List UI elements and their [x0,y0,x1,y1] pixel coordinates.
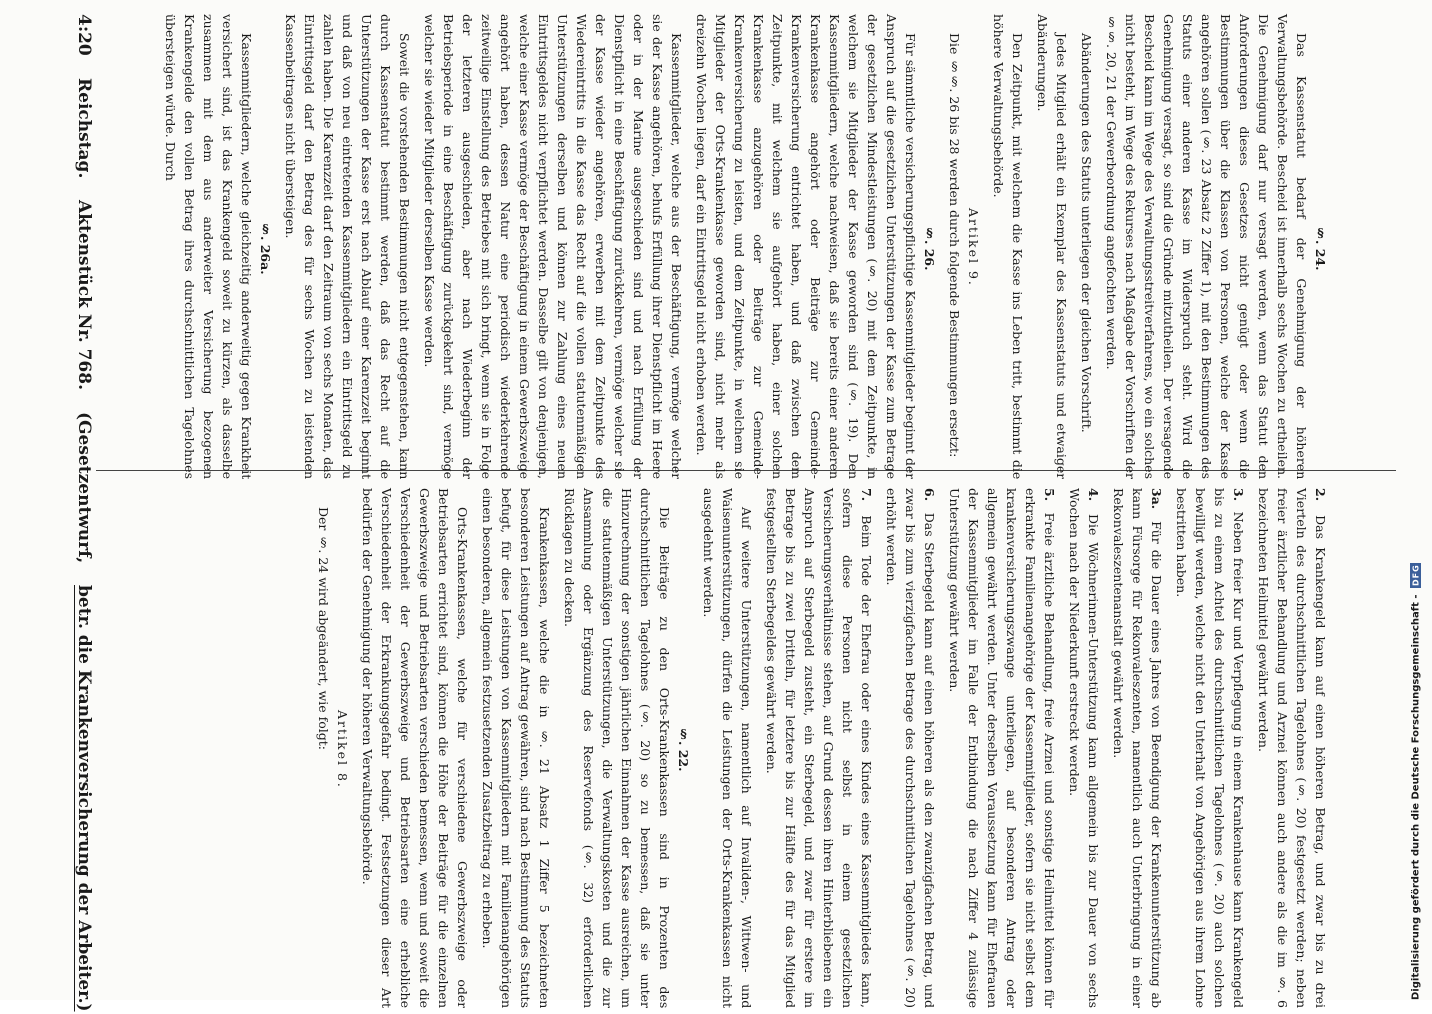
paragraph: Soweit die vorstehenden Bestimmungen nicht entgegenstehen, kann durch Kassenstatut bestimmt werden, daß das Recht auf die Unterstützungen der Kasse erst nach Ablauf einer Karenzzeit beginnt und daß von neu eintretenden Kassenmitgliedern ein Eintrittsgeld zu zahlen haben. Die Karenzzeit darf den Zeitraum von sechs Monaten, das Eintrittsgeld darf den Betrag des für sechs Wochen zu leistenden Kassenbeitrages nicht übersteigen. [283,14,412,479]
list-item: 5. Freie ärztliche Behandlung, freie Arznei und sonstige Heilmittel können für erkrankte Familienangehörige der Kassenmitglieder, sofern sie nicht selbst dem krankenversicherungszwange unterliegen, auf besonderen Antrag oder allgemein gewährt werden. Unter derselben Voraussetzung kann für Ehefrauen der Kassenmitglieder im Falle der Entbindung die nach Ziffer 4 zulässige Unterstützung gewährt werden. [947,488,1057,1008]
running-title: betr. die Krankenversicherung der Arbeiter.) [74,585,94,1012]
list-item: 7. Beim Tode der Ehefrau oder eines Kindes eines Kassenmitgliedes kann, sofern diese Personen nicht selbst in einem gesetzlichen Versicherungsverhältnisse stehen, auf Grund dessen ihren Hinterbliebenen ein Anspruch auf Sterbegeld zusteht, ein Sterbegeld, und zwar für erstere im Betrage bis zu zwei Dritteln, für letztere bis zur Hälfte des für das Mitglied festgestellten Sterbegeldes gewährt werden. [764,488,874,1008]
paragraph: Den Zeitpunkt, mit welchem die Kasse ins Leben tritt, bestimmt die höhere Verwaltungsbehörde. [991,14,1025,479]
paragraph: Kassenmitglieder, welche aus der Beschäftigung, vermöge welcher sie der Kasse angehören, behufs Erfüllung ihrer Dienstpflicht im Heere oder in der Marine ausgeschieden sind und nach Erfüllung der Dienstpflicht in eine Beschäftigung zurückkehren, vermöge welcher sie der Kasse wieder angehören, erwerben mit dem Zeitpunkte des Wiedereintritts in die Kasse das Recht auf die vollen statutenmäßigen Unterstützungen derselben und können zur Zahlung eines neuen Eintrittsgeldes nicht verpflichtet werden. Dasselbe gilt von denjenigen, welche einer Kasse vermöge der Beschäftigung in einem Gewerbszweige angehört haben, dessen Natur eine periodisch wiederkehrende zeitweilige Einstellung des Betriebes mit sich bringt, wenn sie in Folge der letzteren ausgeschieden, aber nach Wiederbeginn der Betriebsperiode in eine Beschäftigung zurückgekehrt sind, vermöge welcher sie wieder Mitglieder derselben Kasse werden. [422,14,684,479]
list-item: 3. Neben freier Kur und Verpflegung in einem Krankenhause kann Krankengeld bis zu einem Achtel des durchschnittlichen Tagelohnes (§. 20) auch solchen bewilligt werden, welche nicht den Unterhalt von Angehörigen aus ihrem Lohne bestritten haben. [1174,488,1246,1008]
paragraph: Kassenmitgliedern, welche gleichzeitig anderweitig gegen Krankheit versichert sind, ist das Krankengeld soweit zu kürzen, als dasselbe zusammen mit dem aus anderweiter Versicherung bezogenen Krankengelde den vollen Betrag ihres durchschnittlichen Tagelohnes übersteigen würde. Durch [163,14,254,479]
page-header [52,0,94,1014]
list-item: 6. Das Sterbegeld kann auf einen höheren als den zwanzigfachen Betrag, und zwar bis zum vierzigfachen Betrage des durchschnittlichen Tagelohnes (§. 20) erhöht werden. [884,488,937,1008]
section-heading: §. 24. [1313,224,1328,271]
top-column [100,0,1330,479]
section-heading: §. 26. [922,224,937,271]
title-paren: (Gesetzentwurf, [74,412,94,564]
document-ref: Aktenstück Nr. 768. [74,200,94,391]
paragraph: Orts-Krankenkassen, welche für verschiedene Gewerbszweige oder Betriebsarten errichtet sind, können die Höhe der Beiträge für die einzelnen Gewerbszweige und Betriebsarten verschieden bemessen, wenn und soweit die Verschiedenheit der Gewerbszweige und Betriebsarten eine erhebliche Verschiedenheit der Erkrankungsgefahr bedingt. Festsetzungen dieser Art bedürfen der Genehmigung der höheren Verwaltungsbehörde. [360,488,470,1008]
paragraph: Auf weitere Unterstützungen, namentlich auf Invaliden-, Wittwen- und Waisenunterstützungen, dürfen die Leistungen der Orts-Krankenkassen nicht ausgedehnt werden. [701,488,754,1008]
source-label: Reichstag. [74,77,94,179]
list-item: 3a. Für die Dauer eines Jahres von Beendigung der Krankenunterstützung ab kann Fürsorge für Rekonvaleszenten, namentlich auch Unterbringung in einer Rekonvaleszentenanstalt gewährt werden. [1111,488,1164,1008]
list-item: 2. Das Krankengeld kann auf einen höheren Betrag, und zwar bis zu drei Vierteln des durchschnittlichen Tagelohnes (§. 20) festgesetzt werden; neben freier ärztlicher Behandlung und Arznei können auch andere als die im §. 6 bezeichneten Heilmittel gewährt werden. [1256,488,1328,1008]
list-item: 4. Die Wöchnerinnen-Unterstützung kann allgemein bis zur Dauer von sechs Wochen nach der Niederkunft erstreckt werden. [1067,488,1101,1008]
article-heading: Artikel 9. [966,208,981,287]
section-heading: §. 26a. [258,220,273,275]
paragraph: Die Beiträge zu den Orts-Krankenkassen sind in Prozenten des durchschnittlichen Tagelohnes (§. 20) so zu bemessen, daß sie unter Hinzurechnung der sonstigen jährlichen Einnahmen der Kasse ausreichen, um die statutenmäßigen Unterstützungen, die Verwaltungskosten und die zur Ansammlung oder Ergänzung des Reservefonds (§. 32) erforderlichen Rücklagen zu decken. [562,488,672,1008]
page-number: 4:20 [74,14,94,56]
paragraph: Der §. 24 wird abgeändert, wie folgt: [316,506,331,750]
bottom-column [100,478,1330,1008]
paragraph: Das Kassenstatut bedarf der Genehmigung der höheren Verwaltungsbehörde. Bescheid ist innerhalb sechs Wochen zu ertheilen. Die Genehmigung darf nur versagt werden, wenn das Statut den Anforderungen dieses Gesetzes nicht genügt oder wenn die Bestimmungen über die Klassen von Personen, welche der Kasse angehören sollen (§. 23 Absatz 2 Ziffer 1), mit den Bestimmungen des Statuts einer anderen Kasse im Widerspruch steht. Wird die Genehmigung versagt, so sind die Gründe mitzutheilen. Der versagende Bescheid kann im Wege des Verwaltungsstreitverfahrens, wo ein solches nicht besteht, im Wege des Rekurses nach Maßgabe der Vorschriften der §§. 20, 21 der Gewerbeordnung angefochten werden. [1104,14,1309,479]
dfg-logo: DFG [1411,564,1421,587]
section-heading: §. 22. [676,726,691,772]
paragraph: Krankenkassen, welche die in §. 21 Absatz 1 Ziffer 5 bezeichneten besonderen Leistungen auf Antrag gewähren, sind nach Bestimmung des Statuts befugt, für diese Leistungen von Kassenmitgliedern mit Familienangehörigen einen besonderen, allgemein festzusetzenden Zusatzbeitrag zu erheben. [480,488,552,1008]
paragraph: Abänderungen des Statuts unterliegen der gleichen Vorschrift. [1079,32,1094,433]
credit-text: Digitalisierung gefördert durch die Deutsche Forschungsgemeinschaft - [1410,594,1422,1000]
digitization-credit [1400,0,1432,1000]
paragraph: Für sämmtliche versicherungspflichtige Kassenmitglieder beginnt der Anspruch auf die gesetzlichen Unterstützungen der Kasse zum Betrage der gesetzlichen Mindestleistungen (§. 20) mit dem Zeitpunkte, in welchem sie Mitglieder der Kasse geworden sind (§. 19). Den Kassenmitgliedern, welche nachweisen, daß sie bereits einer anderen Krankenkasse angehört oder Beiträge zur Gemeinde-Krankenversicherung entrichtet haben, und daß zwischen dem Zeitpunkte, mit welchem sie aufgehört haben, einer solchen Krankenkasse anzugehören oder Beiträge zur Gemeinde-Krankenversicherung zu leisten, und dem Zeitpunkte, in welchem sie Mitglieder der Orts-Krankenkasse geworden sind, nicht mehr als dreizehn Wochen liegen, darf ein Eintrittsgeld nicht erhoben werden. [694,14,918,479]
paragraph: Jedes Mitglied erhält ein Exemplar des Kassenstatuts und etwaiger Abänderungen. [1035,14,1069,479]
paragraph: Die §§. 26 bis 28 werden durch folgende Bestimmungen ersetzt: [947,32,962,458]
article-heading: Artikel 8. [335,709,350,789]
